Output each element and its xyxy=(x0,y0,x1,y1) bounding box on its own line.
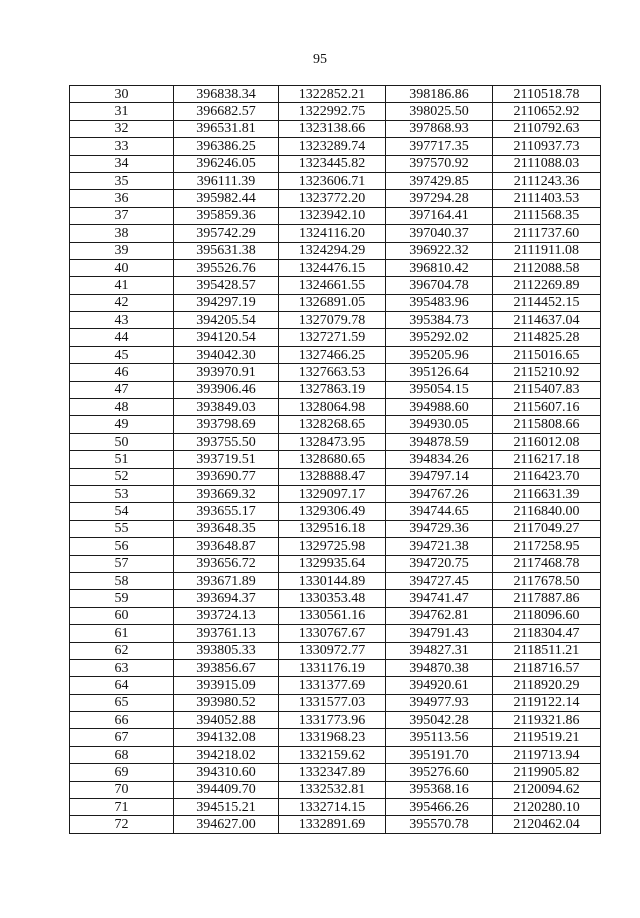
x2-coordinate-cell: 395276.60 xyxy=(386,764,493,781)
x2-coordinate-cell: 395384.73 xyxy=(386,312,493,329)
y2-coordinate-cell: 2111737.60 xyxy=(493,225,601,242)
point-number-cell: 44 xyxy=(70,329,174,346)
x2-coordinate-cell: 397717.35 xyxy=(386,138,493,155)
y2-coordinate-cell: 2115016.65 xyxy=(493,346,601,363)
y1-coordinate-cell: 1328473.95 xyxy=(279,433,386,450)
x2-coordinate-cell: 396922.32 xyxy=(386,242,493,259)
point-number-cell: 34 xyxy=(70,155,174,172)
y2-coordinate-cell: 2114637.04 xyxy=(493,312,601,329)
point-number-cell: 35 xyxy=(70,172,174,189)
x1-coordinate-cell: 394627.00 xyxy=(174,816,279,833)
table-row xyxy=(70,190,601,207)
table-row xyxy=(70,120,601,137)
point-number-cell: 55 xyxy=(70,520,174,537)
x1-coordinate-cell: 396246.05 xyxy=(174,155,279,172)
table-row xyxy=(70,329,601,346)
table-row xyxy=(70,538,601,555)
y2-coordinate-cell: 2116012.08 xyxy=(493,433,601,450)
x2-coordinate-cell: 395054.15 xyxy=(386,381,493,398)
table-row xyxy=(70,607,601,624)
y1-coordinate-cell: 1331577.03 xyxy=(279,694,386,711)
x2-coordinate-cell: 397868.93 xyxy=(386,120,493,137)
x1-coordinate-cell: 393656.72 xyxy=(174,555,279,572)
point-number-cell: 49 xyxy=(70,416,174,433)
x2-coordinate-cell: 394827.31 xyxy=(386,642,493,659)
x2-coordinate-cell: 395113.56 xyxy=(386,729,493,746)
y1-coordinate-cell: 1332347.89 xyxy=(279,764,386,781)
table-row xyxy=(70,485,601,502)
y2-coordinate-cell: 2116423.70 xyxy=(493,468,601,485)
x2-coordinate-cell: 394791.43 xyxy=(386,625,493,642)
table-row xyxy=(70,816,601,833)
y2-coordinate-cell: 2112269.89 xyxy=(493,277,601,294)
table-row xyxy=(70,642,601,659)
table-row xyxy=(70,138,601,155)
x1-coordinate-cell: 396111.39 xyxy=(174,172,279,189)
x1-coordinate-cell: 395859.36 xyxy=(174,207,279,224)
point-number-cell: 68 xyxy=(70,746,174,763)
x2-coordinate-cell: 395126.64 xyxy=(386,364,493,381)
y2-coordinate-cell: 2117049.27 xyxy=(493,520,601,537)
y1-coordinate-cell: 1329516.18 xyxy=(279,520,386,537)
x2-coordinate-cell: 397429.85 xyxy=(386,172,493,189)
point-number-cell: 54 xyxy=(70,503,174,520)
x1-coordinate-cell: 395982.44 xyxy=(174,190,279,207)
y2-coordinate-cell: 2117678.50 xyxy=(493,572,601,589)
x1-coordinate-cell: 393906.46 xyxy=(174,381,279,398)
table-row xyxy=(70,729,601,746)
x2-coordinate-cell: 395570.78 xyxy=(386,816,493,833)
y1-coordinate-cell: 1329935.64 xyxy=(279,555,386,572)
table-row xyxy=(70,172,601,189)
point-number-cell: 52 xyxy=(70,468,174,485)
x1-coordinate-cell: 395742.29 xyxy=(174,225,279,242)
x1-coordinate-cell: 396682.57 xyxy=(174,103,279,120)
y2-coordinate-cell: 2120280.10 xyxy=(493,799,601,816)
point-number-cell: 67 xyxy=(70,729,174,746)
x1-coordinate-cell: 394218.02 xyxy=(174,746,279,763)
x2-coordinate-cell: 395466.26 xyxy=(386,799,493,816)
y1-coordinate-cell: 1323772.20 xyxy=(279,190,386,207)
x2-coordinate-cell: 398025.50 xyxy=(386,103,493,120)
y1-coordinate-cell: 1322852.21 xyxy=(279,86,386,103)
x1-coordinate-cell: 395428.57 xyxy=(174,277,279,294)
x2-coordinate-cell: 397294.28 xyxy=(386,190,493,207)
x2-coordinate-cell: 394977.93 xyxy=(386,694,493,711)
y1-coordinate-cell: 1330561.16 xyxy=(279,607,386,624)
point-number-cell: 48 xyxy=(70,399,174,416)
point-number-cell: 30 xyxy=(70,86,174,103)
y1-coordinate-cell: 1328680.65 xyxy=(279,451,386,468)
x1-coordinate-cell: 394052.88 xyxy=(174,712,279,729)
table-row xyxy=(70,468,601,485)
table-row xyxy=(70,155,601,172)
table-row xyxy=(70,503,601,520)
y2-coordinate-cell: 2117258.95 xyxy=(493,538,601,555)
x2-coordinate-cell: 394727.45 xyxy=(386,572,493,589)
x2-coordinate-cell: 394834.26 xyxy=(386,451,493,468)
y1-coordinate-cell: 1328268.65 xyxy=(279,416,386,433)
x1-coordinate-cell: 393648.35 xyxy=(174,520,279,537)
table-row xyxy=(70,364,601,381)
x1-coordinate-cell: 393724.13 xyxy=(174,607,279,624)
x1-coordinate-cell: 393694.37 xyxy=(174,590,279,607)
x2-coordinate-cell: 397040.37 xyxy=(386,225,493,242)
y1-coordinate-cell: 1323138.66 xyxy=(279,120,386,137)
point-number-cell: 39 xyxy=(70,242,174,259)
x1-coordinate-cell: 393671.89 xyxy=(174,572,279,589)
coordinates-table xyxy=(69,85,601,834)
y1-coordinate-cell: 1327663.53 xyxy=(279,364,386,381)
y1-coordinate-cell: 1330767.67 xyxy=(279,625,386,642)
table-row xyxy=(70,225,601,242)
x1-coordinate-cell: 394297.19 xyxy=(174,294,279,311)
y2-coordinate-cell: 2111403.53 xyxy=(493,190,601,207)
x2-coordinate-cell: 394721.38 xyxy=(386,538,493,555)
point-number-cell: 64 xyxy=(70,677,174,694)
y2-coordinate-cell: 2110937.73 xyxy=(493,138,601,155)
y1-coordinate-cell: 1330144.89 xyxy=(279,572,386,589)
x1-coordinate-cell: 393719.51 xyxy=(174,451,279,468)
x2-coordinate-cell: 395368.16 xyxy=(386,781,493,798)
y2-coordinate-cell: 2119321.86 xyxy=(493,712,601,729)
table-row xyxy=(70,746,601,763)
x1-coordinate-cell: 395631.38 xyxy=(174,242,279,259)
table-row xyxy=(70,259,601,276)
x1-coordinate-cell: 396386.25 xyxy=(174,138,279,155)
y1-coordinate-cell: 1323445.82 xyxy=(279,155,386,172)
x2-coordinate-cell: 394720.75 xyxy=(386,555,493,572)
y2-coordinate-cell: 2119519.21 xyxy=(493,729,601,746)
x2-coordinate-cell: 396704.78 xyxy=(386,277,493,294)
table-row xyxy=(70,346,601,363)
table-row xyxy=(70,399,601,416)
y1-coordinate-cell: 1323289.74 xyxy=(279,138,386,155)
point-number-cell: 46 xyxy=(70,364,174,381)
x1-coordinate-cell: 393648.87 xyxy=(174,538,279,555)
table-row xyxy=(70,207,601,224)
x1-coordinate-cell: 393970.91 xyxy=(174,364,279,381)
point-number-cell: 70 xyxy=(70,781,174,798)
x1-coordinate-cell: 393690.77 xyxy=(174,468,279,485)
table-row xyxy=(70,590,601,607)
x2-coordinate-cell: 394762.81 xyxy=(386,607,493,624)
x2-coordinate-cell: 396810.42 xyxy=(386,259,493,276)
x2-coordinate-cell: 395042.28 xyxy=(386,712,493,729)
point-number-cell: 65 xyxy=(70,694,174,711)
y1-coordinate-cell: 1329306.49 xyxy=(279,503,386,520)
table-row xyxy=(70,416,601,433)
x2-coordinate-cell: 397570.92 xyxy=(386,155,493,172)
table-row xyxy=(70,659,601,676)
y1-coordinate-cell: 1332891.69 xyxy=(279,816,386,833)
y1-coordinate-cell: 1322992.75 xyxy=(279,103,386,120)
table-row xyxy=(70,572,601,589)
x1-coordinate-cell: 393755.50 xyxy=(174,433,279,450)
x1-coordinate-cell: 393849.03 xyxy=(174,399,279,416)
table-body xyxy=(70,86,601,834)
x2-coordinate-cell: 394878.59 xyxy=(386,433,493,450)
point-number-cell: 51 xyxy=(70,451,174,468)
x1-coordinate-cell: 393761.13 xyxy=(174,625,279,642)
x2-coordinate-cell: 394744.65 xyxy=(386,503,493,520)
y2-coordinate-cell: 2118511.21 xyxy=(493,642,601,659)
table-row xyxy=(70,433,601,450)
y2-coordinate-cell: 2118716.57 xyxy=(493,659,601,676)
x1-coordinate-cell: 395526.76 xyxy=(174,259,279,276)
x1-coordinate-cell: 393805.33 xyxy=(174,642,279,659)
point-number-cell: 59 xyxy=(70,590,174,607)
page-number: 95 xyxy=(313,52,327,67)
y1-coordinate-cell: 1331377.69 xyxy=(279,677,386,694)
table-row xyxy=(70,799,601,816)
y1-coordinate-cell: 1329097.17 xyxy=(279,485,386,502)
table-row xyxy=(70,712,601,729)
y2-coordinate-cell: 2114825.28 xyxy=(493,329,601,346)
point-number-cell: 57 xyxy=(70,555,174,572)
y2-coordinate-cell: 2111568.35 xyxy=(493,207,601,224)
point-number-cell: 43 xyxy=(70,312,174,329)
x1-coordinate-cell: 393798.69 xyxy=(174,416,279,433)
x1-coordinate-cell: 393669.32 xyxy=(174,485,279,502)
y2-coordinate-cell: 2110518.78 xyxy=(493,86,601,103)
y1-coordinate-cell: 1324116.20 xyxy=(279,225,386,242)
y2-coordinate-cell: 2120094.62 xyxy=(493,781,601,798)
point-number-cell: 37 xyxy=(70,207,174,224)
y2-coordinate-cell: 2116840.00 xyxy=(493,503,601,520)
table-row xyxy=(70,86,601,103)
x2-coordinate-cell: 397164.41 xyxy=(386,207,493,224)
y2-coordinate-cell: 2115607.16 xyxy=(493,399,601,416)
point-number-cell: 36 xyxy=(70,190,174,207)
y2-coordinate-cell: 2118304.47 xyxy=(493,625,601,642)
y2-coordinate-cell: 2115808.66 xyxy=(493,416,601,433)
y1-coordinate-cell: 1328064.98 xyxy=(279,399,386,416)
point-number-cell: 45 xyxy=(70,346,174,363)
x2-coordinate-cell: 394729.36 xyxy=(386,520,493,537)
y2-coordinate-cell: 2114452.15 xyxy=(493,294,601,311)
point-number-cell: 33 xyxy=(70,138,174,155)
y2-coordinate-cell: 2119122.14 xyxy=(493,694,601,711)
point-number-cell: 42 xyxy=(70,294,174,311)
table-row xyxy=(70,694,601,711)
table-row xyxy=(70,294,601,311)
y2-coordinate-cell: 2118096.60 xyxy=(493,607,601,624)
y1-coordinate-cell: 1324661.55 xyxy=(279,277,386,294)
y2-coordinate-cell: 2119905.82 xyxy=(493,764,601,781)
y2-coordinate-cell: 2116217.18 xyxy=(493,451,601,468)
y1-coordinate-cell: 1327863.19 xyxy=(279,381,386,398)
y1-coordinate-cell: 1324476.15 xyxy=(279,259,386,276)
y1-coordinate-cell: 1327271.59 xyxy=(279,329,386,346)
x1-coordinate-cell: 394042.30 xyxy=(174,346,279,363)
x1-coordinate-cell: 393915.09 xyxy=(174,677,279,694)
y2-coordinate-cell: 2110652.92 xyxy=(493,103,601,120)
table-row xyxy=(70,312,601,329)
point-number-cell: 47 xyxy=(70,381,174,398)
table-row xyxy=(70,555,601,572)
y2-coordinate-cell: 2111088.03 xyxy=(493,155,601,172)
point-number-cell: 58 xyxy=(70,572,174,589)
y1-coordinate-cell: 1332159.62 xyxy=(279,746,386,763)
x1-coordinate-cell: 394205.54 xyxy=(174,312,279,329)
y1-coordinate-cell: 1332532.81 xyxy=(279,781,386,798)
y2-coordinate-cell: 2120462.04 xyxy=(493,816,601,833)
x1-coordinate-cell: 396838.34 xyxy=(174,86,279,103)
point-number-cell: 61 xyxy=(70,625,174,642)
table-row xyxy=(70,781,601,798)
x1-coordinate-cell: 393655.17 xyxy=(174,503,279,520)
y1-coordinate-cell: 1328888.47 xyxy=(279,468,386,485)
table-row xyxy=(70,625,601,642)
x2-coordinate-cell: 395483.96 xyxy=(386,294,493,311)
x1-coordinate-cell: 396531.81 xyxy=(174,120,279,137)
y2-coordinate-cell: 2115407.83 xyxy=(493,381,601,398)
point-number-cell: 31 xyxy=(70,103,174,120)
y1-coordinate-cell: 1323942.10 xyxy=(279,207,386,224)
y2-coordinate-cell: 2116631.39 xyxy=(493,485,601,502)
x2-coordinate-cell: 394767.26 xyxy=(386,485,493,502)
x2-coordinate-cell: 394741.47 xyxy=(386,590,493,607)
point-number-cell: 63 xyxy=(70,659,174,676)
y2-coordinate-cell: 2119713.94 xyxy=(493,746,601,763)
x1-coordinate-cell: 393856.67 xyxy=(174,659,279,676)
x1-coordinate-cell: 394310.60 xyxy=(174,764,279,781)
x2-coordinate-cell: 394988.60 xyxy=(386,399,493,416)
table-row xyxy=(70,451,601,468)
x1-coordinate-cell: 393980.52 xyxy=(174,694,279,711)
point-number-cell: 50 xyxy=(70,433,174,450)
x1-coordinate-cell: 394515.21 xyxy=(174,799,279,816)
point-number-cell: 66 xyxy=(70,712,174,729)
y1-coordinate-cell: 1324294.29 xyxy=(279,242,386,259)
table-row xyxy=(70,242,601,259)
y1-coordinate-cell: 1326891.05 xyxy=(279,294,386,311)
point-number-cell: 71 xyxy=(70,799,174,816)
y1-coordinate-cell: 1330353.48 xyxy=(279,590,386,607)
table-row xyxy=(70,381,601,398)
table-row xyxy=(70,764,601,781)
point-number-cell: 40 xyxy=(70,259,174,276)
x2-coordinate-cell: 395205.96 xyxy=(386,346,493,363)
x1-coordinate-cell: 394409.70 xyxy=(174,781,279,798)
x2-coordinate-cell: 398186.86 xyxy=(386,86,493,103)
x1-coordinate-cell: 394132.08 xyxy=(174,729,279,746)
y1-coordinate-cell: 1331176.19 xyxy=(279,659,386,676)
y1-coordinate-cell: 1327466.25 xyxy=(279,346,386,363)
y1-coordinate-cell: 1329725.98 xyxy=(279,538,386,555)
y1-coordinate-cell: 1323606.71 xyxy=(279,172,386,189)
point-number-cell: 41 xyxy=(70,277,174,294)
y1-coordinate-cell: 1327079.78 xyxy=(279,312,386,329)
y2-coordinate-cell: 2112088.58 xyxy=(493,259,601,276)
point-number-cell: 72 xyxy=(70,816,174,833)
point-number-cell: 53 xyxy=(70,485,174,502)
y1-coordinate-cell: 1331773.96 xyxy=(279,712,386,729)
x2-coordinate-cell: 394870.38 xyxy=(386,659,493,676)
table-row xyxy=(70,277,601,294)
y2-coordinate-cell: 2111911.08 xyxy=(493,242,601,259)
y2-coordinate-cell: 2115210.92 xyxy=(493,364,601,381)
x2-coordinate-cell: 394797.14 xyxy=(386,468,493,485)
x1-coordinate-cell: 394120.54 xyxy=(174,329,279,346)
y2-coordinate-cell: 2111243.36 xyxy=(493,172,601,189)
point-number-cell: 32 xyxy=(70,120,174,137)
y2-coordinate-cell: 2118920.29 xyxy=(493,677,601,694)
y2-coordinate-cell: 2117887.86 xyxy=(493,590,601,607)
table-row xyxy=(70,677,601,694)
point-number-cell: 62 xyxy=(70,642,174,659)
table-row xyxy=(70,520,601,537)
point-number-cell: 60 xyxy=(70,607,174,624)
y1-coordinate-cell: 1331968.23 xyxy=(279,729,386,746)
x2-coordinate-cell: 395292.02 xyxy=(386,329,493,346)
y1-coordinate-cell: 1332714.15 xyxy=(279,799,386,816)
y2-coordinate-cell: 2110792.63 xyxy=(493,120,601,137)
y1-coordinate-cell: 1330972.77 xyxy=(279,642,386,659)
y2-coordinate-cell: 2117468.78 xyxy=(493,555,601,572)
x2-coordinate-cell: 394920.61 xyxy=(386,677,493,694)
x2-coordinate-cell: 395191.70 xyxy=(386,746,493,763)
table-row xyxy=(70,103,601,120)
point-number-cell: 69 xyxy=(70,764,174,781)
point-number-cell: 56 xyxy=(70,538,174,555)
x2-coordinate-cell: 394930.05 xyxy=(386,416,493,433)
point-number-cell: 38 xyxy=(70,225,174,242)
